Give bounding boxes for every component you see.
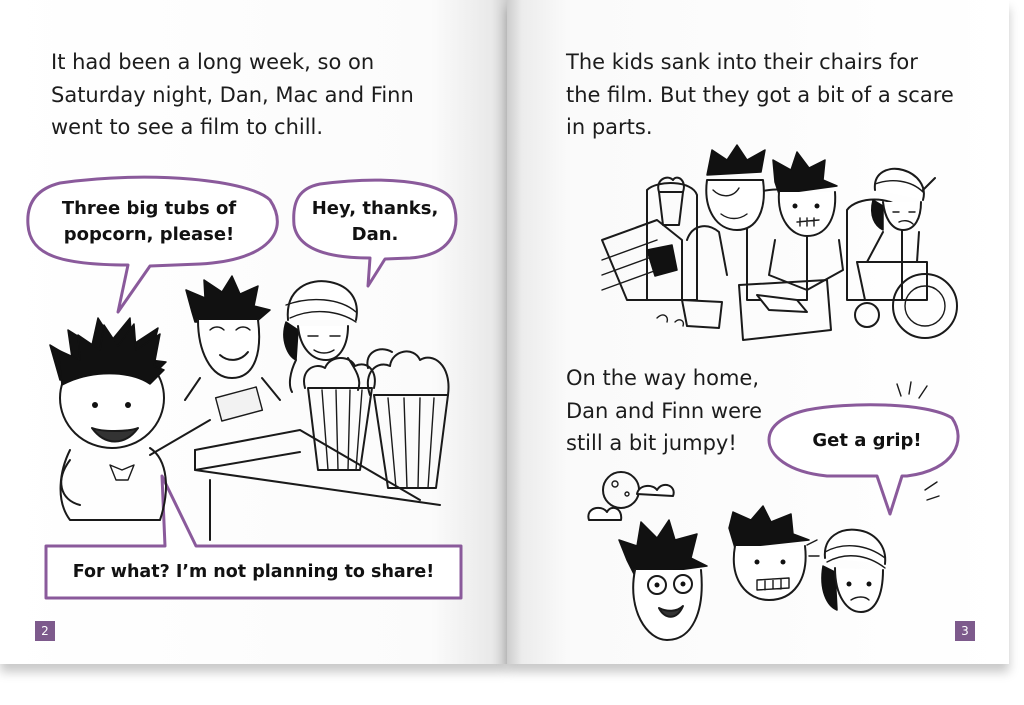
mac-jumpy [619,520,707,640]
dan-jumpy [729,506,819,600]
dan-character [50,318,210,520]
walking-home-illustration [507,0,1009,664]
mac-character [185,276,280,421]
finn-worried [822,530,885,612]
moon-and-clouds [588,472,673,520]
counter [195,430,440,540]
finn-character [284,281,359,392]
left-page [0,0,507,664]
right-page [507,0,1009,664]
left-paragraph: It had been a long week, so on Saturday night, Dan, Mac and Finn went to see a film to chill. [51,50,414,139]
page-number-right: 3 [955,621,975,641]
order-bubble-text: Three big tubs of popcorn, please! [61,198,237,245]
popcorn-tub-2 [367,349,448,488]
grip-bubble-text: Get a grip! [812,430,922,451]
popcorn-stand-illustration [0,0,507,664]
thanks-bubble-text: Hey, thanks, Dan. [311,198,439,245]
page-number-left: 2 [35,621,55,641]
share-bubble-text: For what? I’m not planning to share! [72,562,435,582]
right-paragraph-1: The kids sank into their chairs for the film. But they got a bit of a scare in parts. [566,50,954,139]
right-paragraph-2: On the way home, Dan and Finn were still a bit jumpy! [566,366,763,455]
